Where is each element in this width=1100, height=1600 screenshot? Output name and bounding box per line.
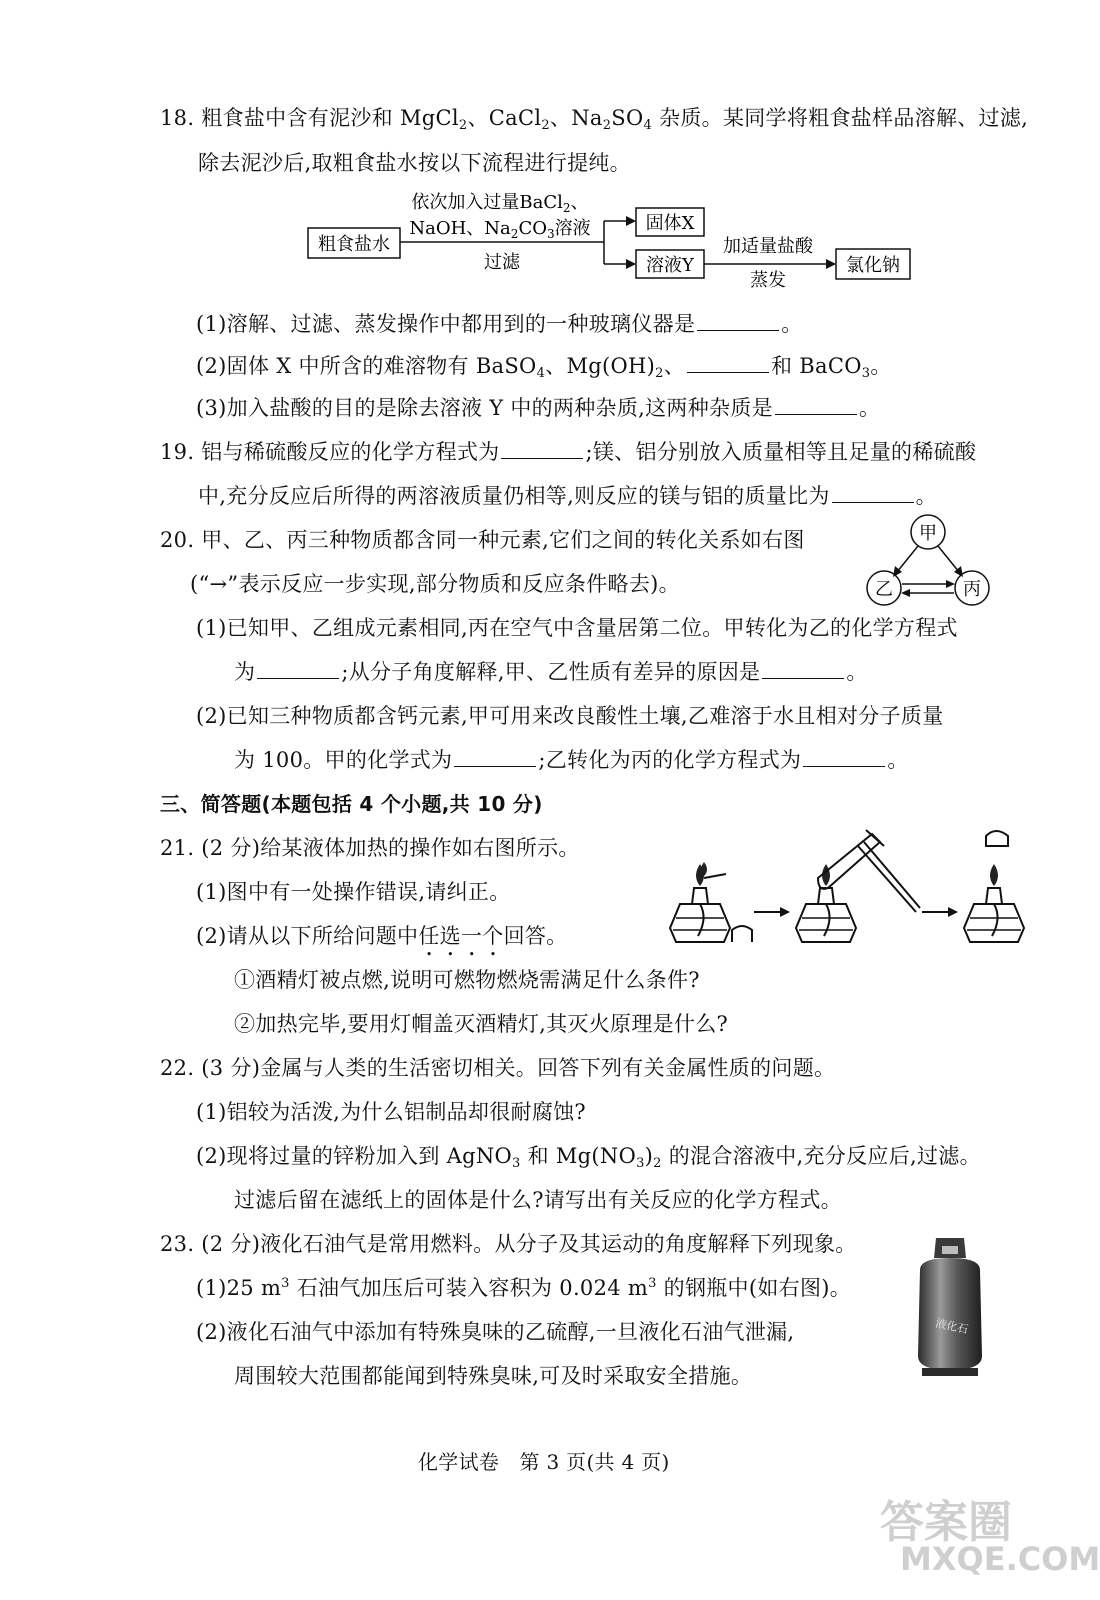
answer-blank[interactable] [501,440,583,459]
q21-sub1: (1)图中有一处操作错误,请纠正。 [196,880,511,904]
flow-evaporate-label: 蒸发 [750,270,786,291]
arrow-jia-yi [897,546,918,572]
alcohol-lamp-icon [964,864,1024,942]
lpg-cylinder-photo [912,1236,988,1378]
q23-sub2-line2: 周围较大范围都能闻到特殊臭味,可及时采取安全措施。 [234,1364,753,1388]
q20-line1: 20. 甲、乙、丙三种物质都含同一种元素,它们之间的转化关系如右图 [160,528,805,552]
answer-blank[interactable] [775,396,857,415]
watermark-logo: 答案圈 [880,1497,1012,1548]
flow-arrowhead-solid [626,216,636,226]
answer-blank[interactable] [687,354,769,373]
node-yi-label: 乙 [875,579,893,600]
q23-sub1: (1)25 $m^3$ 石油气加压后可装入容积为 0.024 $m^3$ 的钢瓶中(如右图)。 [196,1276,852,1300]
q21-option2: ②加热完毕,要用灯帽盖灭酒精灯,其灭火原理是什么? [234,1012,729,1036]
q20-sub1-line1: (1)已知甲、乙组成元素相同,丙在空气中含量居第二位。甲转化为乙的化学方程式 [196,616,958,640]
q22-sub2-line2: 过滤后留在滤纸上的固体是什么?请写出有关反应的化学方程式。 [234,1188,842,1212]
q18-sub2: (2)固体 X 中所含的难溶物有 BaSO$_4$、$Mg(OH)_2$、 和 BaCO$_3$。 [196,354,892,381]
flow-reagent-line2: NaOH、$Na_2CO_3$溶液 [409,218,591,241]
q18-sub1: (1)溶解、过滤、蒸发操作中都用到的一种玻璃仪器是 。 [196,312,803,336]
cylinder-label: 液化石 [934,1316,970,1337]
q22-line1: 22. (3 分)金属与人类的生活密切相关。回答下列有关金属性质的问题。 [160,1056,836,1080]
page-footer: 化学试卷 第 3 页(共 4 页) [418,1450,670,1474]
arrowhead-yi-bing [946,580,955,588]
q21-option1: ①酒精灯被点燃,说明可燃物燃烧需满足什么条件? [234,968,700,992]
flow-arrowhead-final [826,259,836,269]
lamp-cap-icon [732,926,752,942]
arrowhead-bing-yi [901,589,910,597]
step-arrowhead-1 [780,907,790,917]
flow-arrowhead-solution [626,259,636,269]
node-jia-label: 甲 [919,523,937,544]
section-3-heading: 三、简答题(本题包括 4 个小题,共 10 分) [160,792,543,816]
purification-flow-diagram [300,186,940,294]
q21-line1: 21. (2 分)给某液体加热的操作如右图所示。 [160,836,580,860]
lamp-cap-icon [986,831,1008,846]
q18-line1: 18. 粗食盐中含有泥沙和 MgCl$_2$、CaCl$_2$、$Na_2SO_4$ 杂质。某同学将粗食盐样品溶解、过滤, [160,106,1029,133]
flow-product-label: 氯化钠 [846,255,900,276]
answer-blank[interactable] [454,748,536,767]
q20-sub1-line2: 为 ;从分子角度解释,甲、乙性质有差异的原因是 。 [234,660,868,684]
answer-blank[interactable] [762,660,844,679]
q21-sub2: (2)请从以下所给问题中任选一个回答。 [196,924,568,948]
alcohol-lamp-heating-diagram [668,826,1038,958]
q19-line1: 19. 铝与稀硫酸反应的化学方程式为 ;镁、铝分别放入质量相等且足量的稀硫酸 [160,440,977,464]
lighter-icon [701,862,726,878]
q23-sub2-line1: (2)液化石油气中添加有特殊臭味的乙硫醇,一旦液化石油气泄漏, [196,1320,795,1344]
q18-line2: 除去泥沙后,取粗食盐水按以下流程进行提纯。 [198,151,631,175]
arrow-jia-bing [938,546,959,572]
flow-reagent-line1: 依次加入过量BaCl$_2$、 [411,192,589,215]
answer-blank[interactable] [257,660,339,679]
q20-sub2-line2: 为 100。甲的化学式为 ;乙转化为丙的化学方程式为 。 [234,748,909,772]
alcohol-lamp-icon [796,864,856,942]
flow-start-label: 粗食盐水 [318,234,390,255]
flow-solid-label: 固体X [645,213,695,234]
q20-line2: (“→”表示反应一步实现,部分物质和反应条件略去)。 [190,572,680,596]
answer-blank[interactable] [803,748,885,767]
node-bing-label: 丙 [963,579,981,600]
q18-sub3: (3)加入盐酸的目的是除去溶液 Y 中的两种杂质,这两种杂质是 。 [196,396,881,420]
flow-filter-label: 过滤 [484,252,520,273]
step-arrowhead-2 [948,907,958,917]
q22-sub1: (1)铝较为活泼,为什么铝制品却很耐腐蚀? [196,1100,586,1124]
watermark-site: MXQE.COM [900,1540,1100,1578]
answer-blank[interactable] [697,312,779,331]
q22-sub2-line1: (2)现将过量的锌粉加入到 AgNO$_3$ 和 $Mg(NO_3)_2$ 的混合溶液中,充分反应后,过滤。 [196,1144,981,1171]
flow-solution-label: 溶液Y [646,255,694,276]
q19-line2: 中,充分反应后所得的两溶液质量仍相等,则反应的镁与铝的质量比为 。 [198,484,937,508]
q20-sub2-line1: (2)已知三种物质都含钙元素,甲可用来改良酸性土壤,乙难溶于水且相对分子质量 [196,704,944,728]
q23-line1: 23. (2 分)液化石油气是常用燃料。从分子及其运动的角度解释下列现象。 [160,1232,857,1256]
conversion-triangle-diagram [862,510,1002,610]
flow-acid-label: 加适量盐酸 [723,236,813,257]
answer-blank[interactable] [832,484,914,503]
